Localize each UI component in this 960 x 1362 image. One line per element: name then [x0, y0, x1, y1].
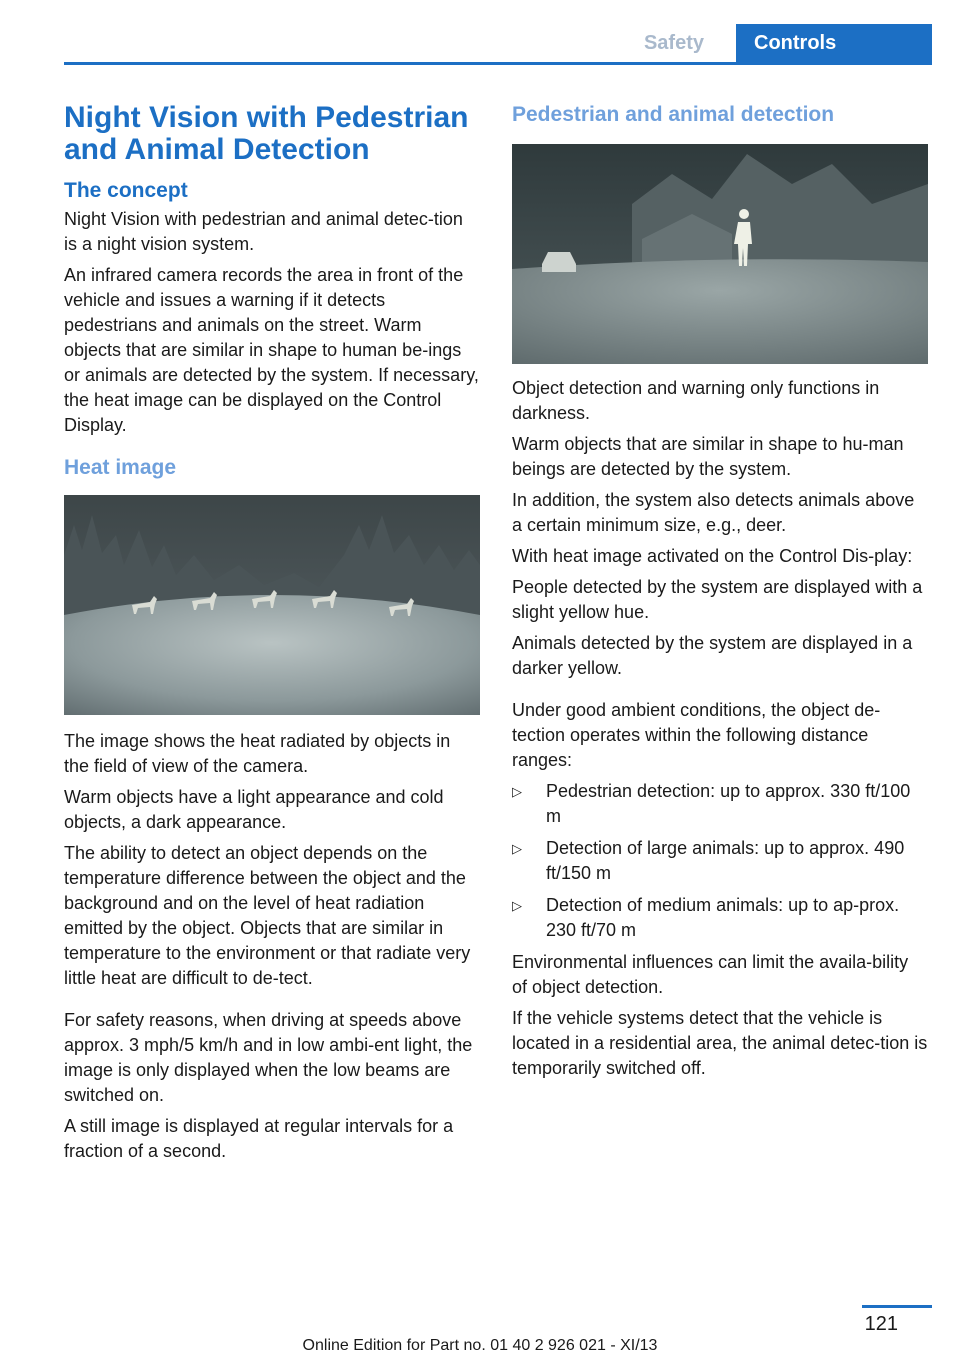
footer-rule [862, 1305, 932, 1308]
detection-paragraph-5: People detected by the system are displayed with a slight yellow hue. [512, 577, 923, 622]
heat-paragraph-1: The image shows the heat radiated by objects in the field of view of the camera. [64, 731, 451, 776]
detection-paragraph-4: With heat image activated on the Control Dis-play: [512, 546, 913, 566]
triangle-bullet-icon: ▷ [512, 841, 522, 856]
right-column [512, 102, 928, 1087]
list-item: ▷ Detection of large animals: up to approx. 490 ft/150 m [512, 838, 905, 883]
distance-list [512, 779, 928, 943]
heat-paragraph-3: The ability to detect an object depends on the temperature difference between the object and the background and on the level of heat radiation emitted by the object. Objects that are similar in temperature to the environment or that radiate very little heat are difficult to de-tect. [64, 843, 471, 988]
page-number: 121 [864, 1313, 898, 1335]
pedestrian-detection-figure [512, 144, 928, 364]
page-title: Night Vision with Pedestrian and Animal Detection [64, 101, 469, 166]
concept-heading: The concept [64, 179, 188, 202]
detection-paragraph-8: Environmental influences can limit the availa-bility of object detection. [512, 952, 909, 997]
detection-heading: Pedestrian and animal detection [512, 103, 835, 126]
heat-paragraph-2: Warm objects have a light appearance and cold objects, a dark appearance. [64, 787, 444, 832]
left-column [64, 102, 480, 1170]
tab-controls[interactable]: Controls [736, 24, 932, 62]
heat-paragraph-4: For safety reasons, when driving at speeds above approx. 3 mph/5 km/h and in low ambi-ent light, the image is only displayed when the low beams are switched on. [64, 1010, 473, 1105]
page-header [64, 24, 932, 65]
detection-paragraph-9: If the vehicle systems detect that the vehicle is located in a residential area, the animal detec-tion is temporarily switched off. [512, 1008, 928, 1078]
car-silhouette [542, 252, 576, 272]
detection-paragraph-3: In addition, the system also detects animals above a certain minimum size, e.g., deer. [512, 490, 915, 535]
tab-safety[interactable]: Safety [643, 32, 704, 54]
triangle-bullet-icon: ▷ [512, 784, 522, 799]
detection-paragraph-1: Object detection and warning only functions in darkness. [512, 378, 880, 423]
heat-paragraph-5: A still image is displayed at regular intervals for a fraction of a second. [64, 1116, 454, 1161]
heat-image-figure [64, 495, 480, 715]
detection-paragraph-2: Warm objects that are similar in shape to hu-man beings are detected by the system. [512, 434, 904, 479]
concept-paragraph-2: An infrared camera records the area in front of the vehicle and issues a warning if it detects pedestrians and animals on the street. Warm objects that are similar in shape to human be-ings or animals are detected by the system. If necessary, the heat image can be displayed on the Control Display. [64, 265, 479, 435]
detection-paragraph-7: Under good ambient conditions, the object de-tection operates within the following distance ranges: [512, 700, 881, 770]
concept-paragraph-1: Night Vision with pedestrian and animal detec-tion is a night vision system. [64, 209, 463, 254]
list-item: ▷ Pedestrian detection: up to approx. 330 ft/100 m [512, 781, 911, 826]
edition-footer: Online Edition for Part no. 01 40 2 926 021 - XI/13 [302, 1337, 658, 1354]
heat-image-heading: Heat image [64, 456, 177, 479]
triangle-bullet-icon: ▷ [512, 898, 522, 913]
list-item: ▷ Detection of medium animals: up to ap-prox. 230 ft/70 m [512, 895, 900, 940]
detection-paragraph-6: Animals detected by the system are displayed in a darker yellow. [512, 633, 913, 678]
